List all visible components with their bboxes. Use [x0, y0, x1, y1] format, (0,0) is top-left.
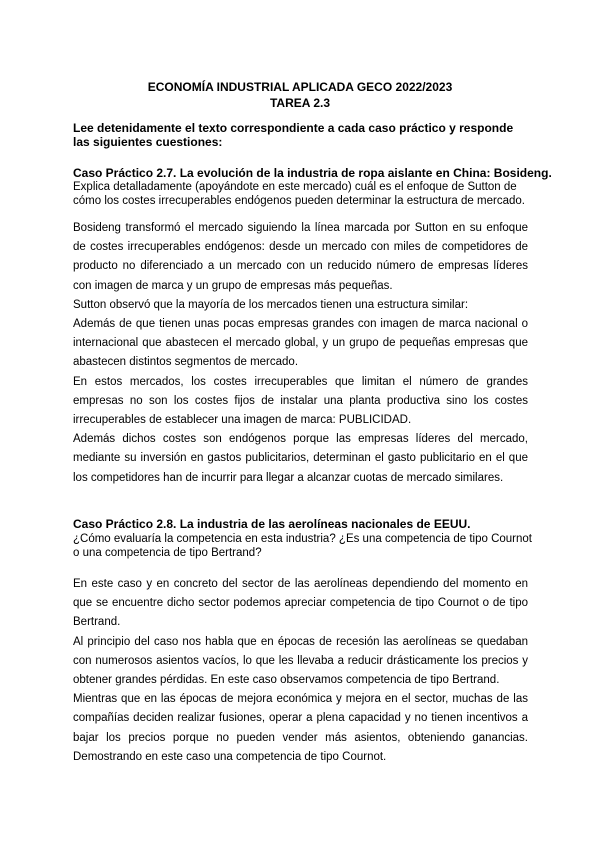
- answer-paragraph: Además de que tienen unas pocas empresas grandes con imagen de marca nacional o internacional que abastecen el mercado global, y un grupo de pequeñas empresas que abastecen distintos segmentos de mercado.: [73, 318, 528, 369]
- answer-paragraph: Mientras que en las épocas de mejora económica y mejora en el sector, muchas de las compañías deciden realizar fusiones, operar a plena capacidad y no tienen incentivos a bajar los precios porque no pueden vender más asientos, obteniendo ganancias. Demostrando en este caso una competencia de tipo Cournot.: [73, 693, 528, 763]
- answer-paragraph: En este caso y en concreto del sector de las aerolíneas dependiendo del momento en que se encuentre dicho sector podemos apreciar competencia de tipo Cournot o de tipo Bertrand.: [73, 578, 528, 629]
- answer-paragraph: En estos mercados, los costes irrecuperables que limitan el número de grandes empresas no son los costes fijos de instalar una planta productiva sino los costes irrecuperables de establecer una imagen de marca: PUBLICIDAD.: [73, 375, 528, 427]
- case-answer-2-7: [73, 219, 528, 488]
- answer-paragraph: Sutton observó que la mayoría de los mercados tienen una estructura similar:: [73, 298, 469, 311]
- case-question-2-7: Explica detalladamente (apoyándote en este mercado) cuál es el enfoque de Sutton de cómo los costes irrecuperables endógenos pueden determinar la estructura de mercado.: [73, 181, 525, 207]
- case-answer-2-8: [73, 575, 528, 767]
- answer-paragraph: Además dichos costes son endógenos porque las empresas líderes del mercado, mediante su inversión en gastos publicitarios, determinan el gasto publicitario en el que los competidores han de incurrir para llegar a alcanzar cuotas de mercado similares.: [73, 433, 528, 484]
- instructions-text: Lee detenidamente el texto correspondiente a cada caso práctico y responde las siguientes cuestiones:: [73, 121, 514, 149]
- case-title-2-8: Caso Práctico 2.8. La industria de las aerolíneas nacionales de EEUU.: [73, 517, 471, 531]
- document-subtitle: TAREA 2.3: [269, 96, 330, 110]
- case-title-2-7: Caso Práctico 2.7. La evolución de la industria de ropa aislante en China: Bosideng.: [73, 166, 552, 180]
- case-question-2-8: ¿Cómo evaluaría la competencia en esta industria? ¿Es una competencia de tipo Cournot o una competencia de tipo Bertrand?: [73, 533, 532, 559]
- answer-paragraph: Bosideng transformó el mercado siguiendo la línea marcada por Sutton en su enfoque de costes irrecuperables endógenos: desde un mercado con miles de competidores de producto no diferenciado a un mercado con un reducido número de empresas líderes con imagen de marca y un grupo de empresas más pequeñas.: [73, 222, 528, 292]
- answer-paragraph: Al principio del caso nos habla que en épocas de recesión las aerolíneas se quedaban con numerosos asientos vacíos, lo que les llevaba a reducir drásticamente los precios y obtener grandes pérdidas. En este caso observamos competencia de tipo Bertrand.: [73, 635, 528, 687]
- document-title: ECONOMÍA INDUSTRIAL APLICADA GECO 2022/2023: [147, 80, 453, 94]
